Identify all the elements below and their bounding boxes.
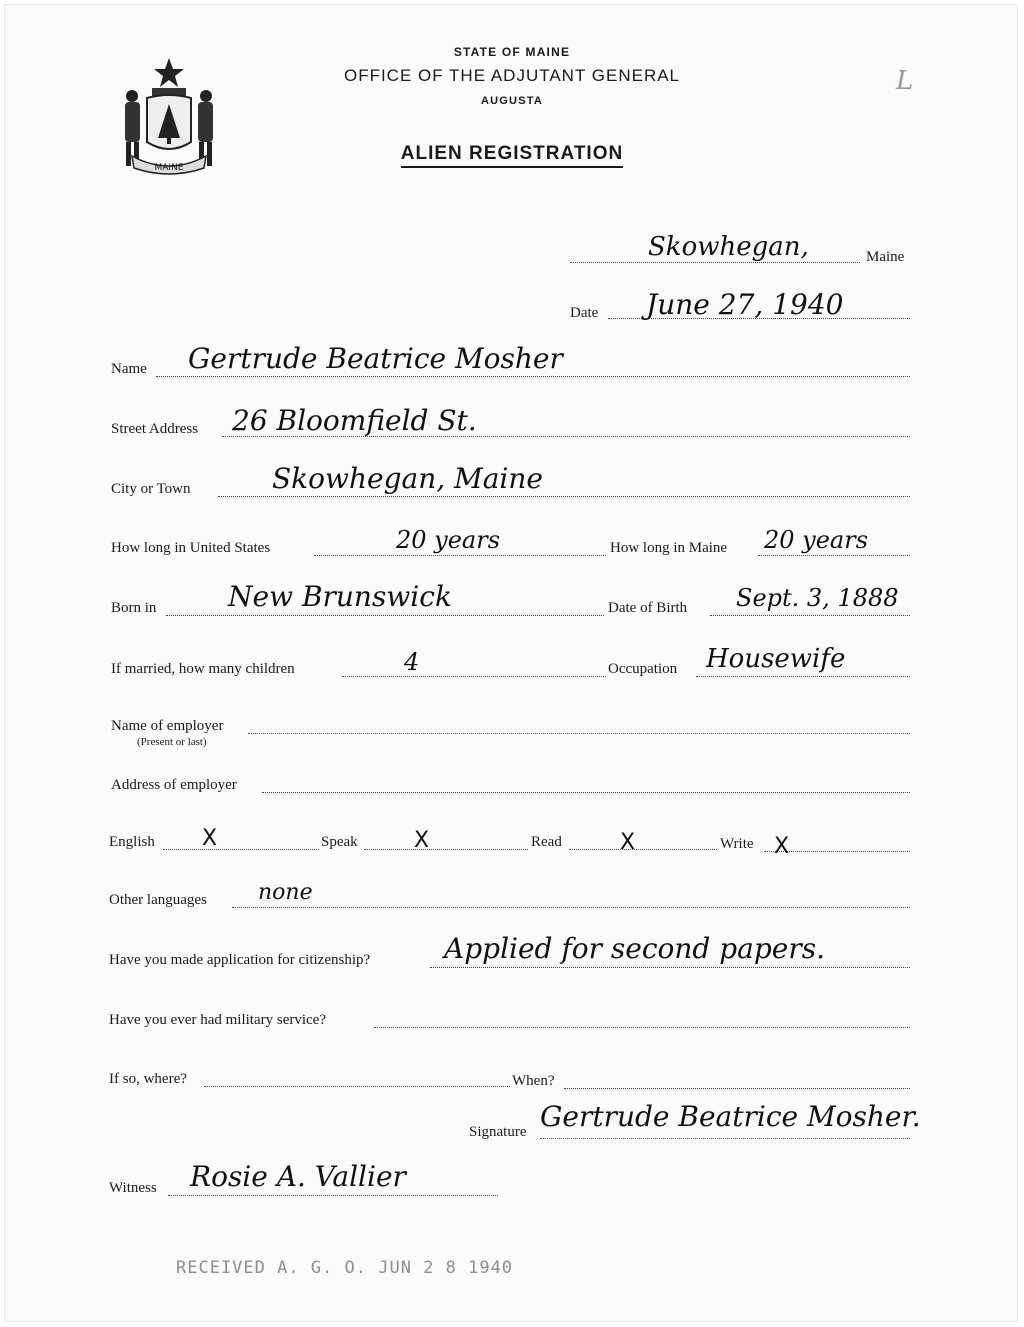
signature-value: Gertrude Beatrice Mosher. [540, 1100, 921, 1133]
military-label: Have you ever had military service? [109, 1012, 326, 1028]
speak-line [364, 849, 528, 850]
speak-label: Speak [321, 834, 358, 850]
when-line [564, 1088, 910, 1089]
born-in-label: Born in [111, 600, 157, 616]
citizenship-line [430, 967, 910, 968]
city-value: Skowhegan, Maine [272, 462, 543, 495]
seal-banner-text: MAINE [154, 163, 184, 173]
born-in-line [166, 615, 604, 616]
location-value: Skowhegan, [648, 232, 809, 262]
occupation-line [696, 676, 910, 677]
write-check: X [774, 834, 790, 859]
other-languages-label: Other languages [109, 892, 207, 908]
children-line [342, 676, 606, 677]
other-languages-value: none [258, 880, 313, 905]
street-label: Street Address [111, 421, 199, 437]
how-long-maine-label: How long in Maine [610, 540, 728, 556]
employer-label: Name of employer [111, 718, 224, 734]
name-line [156, 376, 910, 377]
how-long-maine-line [758, 555, 910, 556]
date-label: Date [570, 305, 599, 321]
how-long-maine-value: 20 years [764, 526, 869, 554]
military-line [374, 1027, 910, 1028]
occupation-value: Housewife [706, 644, 846, 674]
other-languages-line [232, 907, 910, 908]
employer-address-label: Address of employer [111, 777, 237, 793]
city-line [218, 496, 910, 497]
read-check: X [620, 830, 636, 855]
witness-value: Rosie A. Vallier [190, 1160, 406, 1193]
where-line [204, 1086, 510, 1087]
how-long-us-label: How long in United States [111, 540, 271, 556]
where-label: If so, where? [109, 1071, 187, 1087]
witness-line [168, 1195, 498, 1196]
read-label: Read [531, 834, 562, 850]
form-title [0, 143, 1024, 165]
corner-check-mark: L [896, 66, 914, 96]
signature-label: Signature [469, 1124, 527, 1140]
speak-check: X [414, 828, 430, 853]
form-title-text: ALIEN REGISTRATION [401, 143, 623, 168]
citizenship-value: Applied for second papers. [444, 932, 825, 965]
children-label: If married, how many children [111, 661, 295, 677]
read-line [569, 849, 717, 850]
dob-label: Date of Birth [608, 600, 688, 616]
born-in-value: New Brunswick [228, 580, 452, 613]
employer-sublabel: (Present or last) [137, 736, 207, 748]
employer-address-line [262, 792, 910, 793]
location-suffix: Maine [866, 249, 905, 265]
header-city: AUGUSTA [481, 95, 543, 107]
occupation-label: Occupation [608, 661, 678, 677]
signature-line [540, 1138, 910, 1139]
dob-value: Sept. 3, 1888 [736, 584, 899, 612]
location-line [570, 262, 860, 263]
how-long-us-line [314, 555, 606, 556]
name-value: Gertrude Beatrice Mosher [188, 342, 563, 375]
how-long-us-value: 20 years [396, 526, 501, 554]
city-label: City or Town [111, 481, 191, 497]
date-value: June 27, 1940 [646, 288, 844, 321]
write-label: Write [720, 836, 754, 852]
header-state: STATE OF MAINE [453, 45, 571, 59]
citizenship-label: Have you made application for citizenship? [109, 952, 371, 968]
employer-line [248, 733, 910, 734]
english-line [163, 849, 319, 850]
received-stamp: RECEIVED A. G. O. JUN 2 8 1940 [176, 1258, 514, 1278]
witness-label: Witness [109, 1180, 157, 1196]
header-office: OFFICE OF THE ADJUTANT GENERAL [343, 66, 681, 85]
english-label: English [109, 834, 155, 850]
english-check: X [202, 826, 218, 851]
children-value: 4 [404, 648, 420, 676]
when-label: When? [512, 1073, 555, 1089]
dob-line [710, 615, 910, 616]
street-value: 26 Bloomfield St. [232, 404, 477, 437]
name-label: Name [111, 361, 147, 377]
